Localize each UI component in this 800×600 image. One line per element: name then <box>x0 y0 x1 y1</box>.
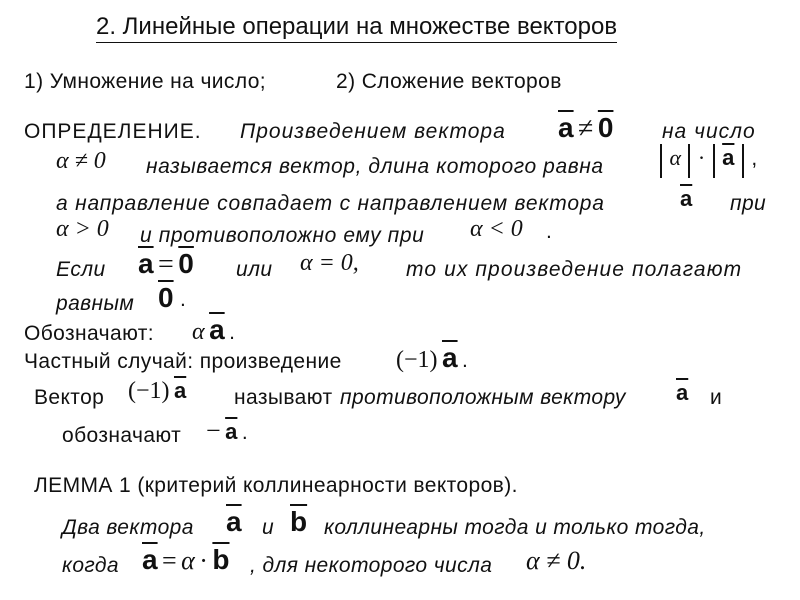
lemma-two-vectors: Два вектора <box>62 516 194 539</box>
abs-bar <box>742 144 744 178</box>
definition-or: или <box>236 258 273 281</box>
zero-vector: 0 <box>158 282 174 313</box>
subheading-multiplication: 1) Умножение на число; <box>24 70 267 93</box>
period: . <box>546 220 553 243</box>
vector-a: $\overline{a}$ <box>225 419 238 444</box>
dot-symbol: · <box>697 145 706 171</box>
alpha-neq-zero: α ≠ 0. <box>526 546 587 575</box>
neq-symbol: ≠ <box>578 113 594 144</box>
lemma-some-number: , для некоторого числа <box>250 554 493 577</box>
vector-a: $\overline{a}$ <box>209 314 225 345</box>
alpha-symbol: α <box>669 145 682 171</box>
vector-a: $\overline{a}$ <box>226 506 242 537</box>
opposite-vector-word: Вектор <box>34 386 105 409</box>
definition-text-1: Произведением вектора <box>240 120 506 143</box>
abs-bar <box>688 144 690 178</box>
period: . <box>229 321 236 344</box>
abs-bar <box>713 144 715 178</box>
minus-symbol: − <box>206 416 221 445</box>
period: . <box>241 421 249 444</box>
neg-one-coefficient: (−1) <box>396 347 438 373</box>
definition-tail-1: на число <box>662 120 756 143</box>
definition-tail-3: при <box>730 192 767 215</box>
formula-neg-one-a <box>396 342 468 374</box>
zero-vector: 0 <box>597 112 614 143</box>
vector-a: $\overline{a}$ <box>722 145 735 171</box>
opposite-denote: обозначают <box>62 424 182 447</box>
eq-symbol: = <box>162 546 177 575</box>
definition-text-5: то их произведение полагают <box>406 258 743 281</box>
notation-label: Обозначают: <box>24 322 155 345</box>
alpha-neq-zero: α ≠ 0 <box>56 148 106 174</box>
lemma-and: и <box>262 516 275 539</box>
alpha-gt-zero: α > 0 <box>56 216 109 242</box>
vector-a: $\overline{a}$ <box>138 248 154 279</box>
opposite-text: противоположным вектору <box>340 386 626 409</box>
vector-a: $\overline{a}$ <box>558 112 574 143</box>
formula-neg-one-a <box>128 378 186 405</box>
page-title: 2. Линейные операции на множестве векторов <box>96 12 617 43</box>
formula-a-eq-zero <box>138 248 194 281</box>
vector-a: $\overline{a}$ <box>676 380 689 405</box>
vector-b: $\overline{b}$ <box>212 544 230 575</box>
comma: , <box>751 147 758 171</box>
formula-alpha-a <box>192 314 235 346</box>
special-case-text: Частный случай: произведение <box>24 350 342 373</box>
subheading-addition: 2) Сложение векторов <box>336 70 562 93</box>
definition-text-4: и противоположно ему при <box>140 224 425 247</box>
lemma-title: ЛЕММА 1 (критерий коллинеарности векторов). <box>34 474 518 497</box>
definition-label: ОПРЕДЕЛЕНИЕ. <box>24 120 202 143</box>
vector-a: $\overline{a}$ <box>680 186 693 211</box>
definition-text-3: а направление совпадает с направлением вектора <box>56 192 605 215</box>
period: . <box>462 349 469 372</box>
definition-if: Если <box>56 258 106 281</box>
neg-one-coefficient: (−1) <box>128 378 170 404</box>
zero-vector: 0 <box>178 248 194 279</box>
alpha-symbol: α <box>192 319 205 345</box>
lemma-when: когда <box>62 554 120 577</box>
formula-minus-a <box>206 416 248 446</box>
lemma-collinear-text: коллинеарны тогда и только тогда, <box>324 516 706 539</box>
opposite-and: и <box>710 386 723 409</box>
opposite-called: называют <box>234 386 333 409</box>
formula-abs-alpha-abs-a <box>657 144 758 178</box>
definition-text-6: равным <box>56 292 135 315</box>
alpha-eq-zero: α = 0, <box>300 250 359 276</box>
abs-bar <box>660 144 662 178</box>
vector-a: $\overline{a}$ <box>142 544 158 575</box>
vector-a: $\overline{a}$ <box>441 342 458 373</box>
formula-a-eq-alpha-b <box>142 544 230 576</box>
dot-symbol: · <box>199 546 208 575</box>
formula-a-neq-zero <box>558 112 613 145</box>
vector-a: $\overline{a}$ <box>173 378 187 403</box>
period: . <box>180 288 187 311</box>
vector-b: $\overline{b}$ <box>290 506 308 537</box>
definition-text-2: называется вектор, длина которого равна <box>146 155 604 178</box>
alpha-lt-zero: α < 0 <box>470 216 523 242</box>
eq-symbol: = <box>158 249 174 280</box>
alpha-symbol: α <box>181 546 195 575</box>
